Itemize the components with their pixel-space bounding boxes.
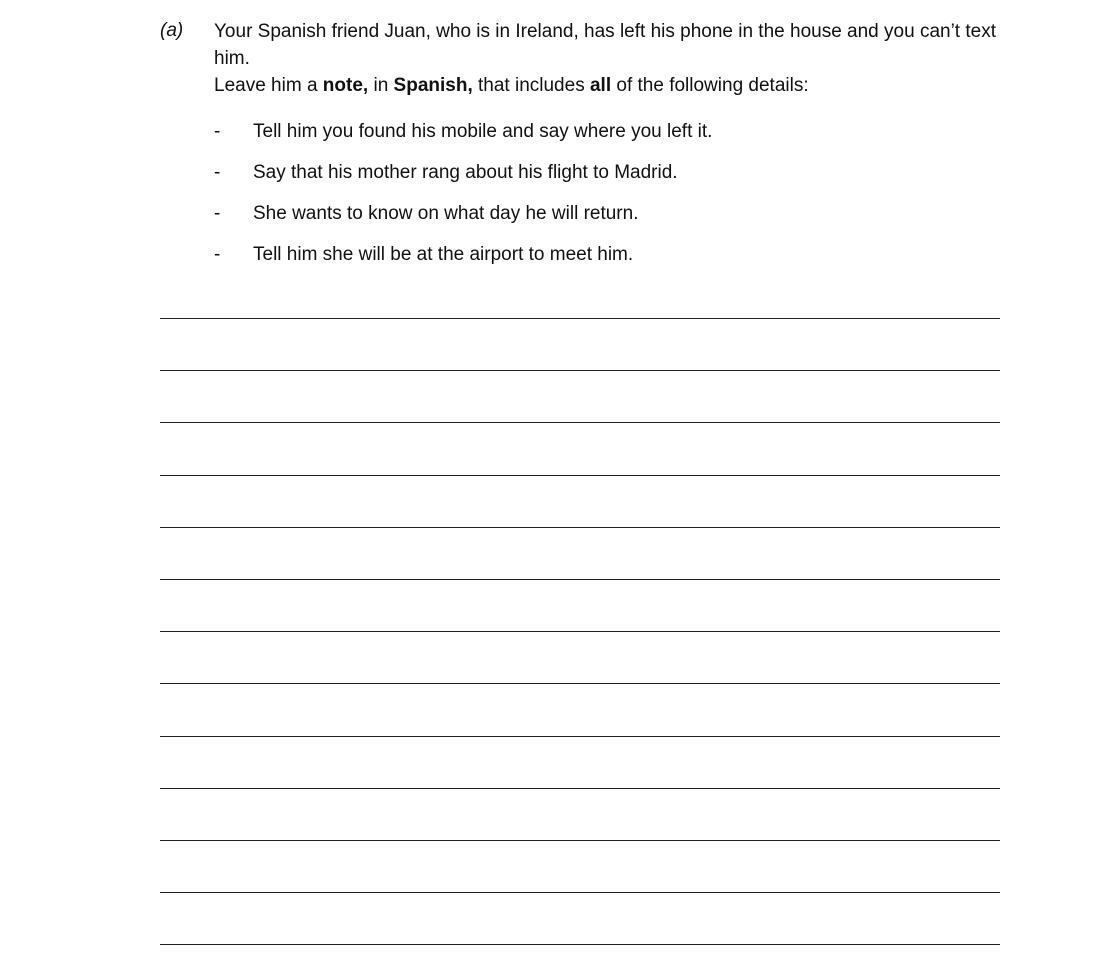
instruction-bold-all: all [589, 75, 612, 96]
detail-text: She wants to know on what day he will return. [253, 203, 639, 224]
instruction-part: of the following details: [611, 75, 809, 96]
instruction-bold-spanish: Spanish, [393, 75, 473, 96]
dash-bullet: - [214, 121, 221, 142]
detail-item [214, 160, 1004, 201]
answer-line [160, 579, 1000, 580]
answer-line [160, 370, 1000, 371]
instruction-bold-note: note, [322, 75, 369, 96]
detail-text: Say that his mother rang about his flight to Madrid. [253, 162, 678, 183]
answer-line [160, 892, 1000, 893]
detail-text: Tell him she will be at the airport to meet him. [253, 244, 634, 265]
details-list [214, 119, 1004, 283]
detail-item [214, 201, 1004, 242]
detail-item [214, 119, 1004, 160]
instruction-part: in [368, 75, 394, 96]
detail-item [214, 242, 1004, 283]
intro-text: Your Spanish friend Juan, who is in Ireland, has left his phone in the house and you can’t text him. [214, 21, 996, 69]
answer-line [160, 683, 1000, 684]
answer-line [160, 840, 1000, 841]
dash-bullet: - [214, 162, 221, 183]
detail-text: Tell him you found his mobile and say where you left it. [253, 121, 713, 142]
instruction-part: Leave him a [214, 75, 323, 96]
answer-line [160, 318, 1000, 319]
dash-bullet: - [214, 203, 221, 224]
instruction-part: that includes [472, 75, 590, 96]
answer-line [160, 944, 1000, 945]
dash-bullet: - [214, 244, 221, 265]
answer-line [160, 475, 1000, 476]
question-intro [214, 18, 1004, 99]
instruction-text [214, 72, 1004, 99]
answer-line [160, 422, 1000, 423]
question-label: (a) [160, 20, 184, 41]
answer-line [160, 527, 1000, 528]
answer-line [160, 788, 1000, 789]
answer-line [160, 631, 1000, 632]
answer-line [160, 736, 1000, 737]
